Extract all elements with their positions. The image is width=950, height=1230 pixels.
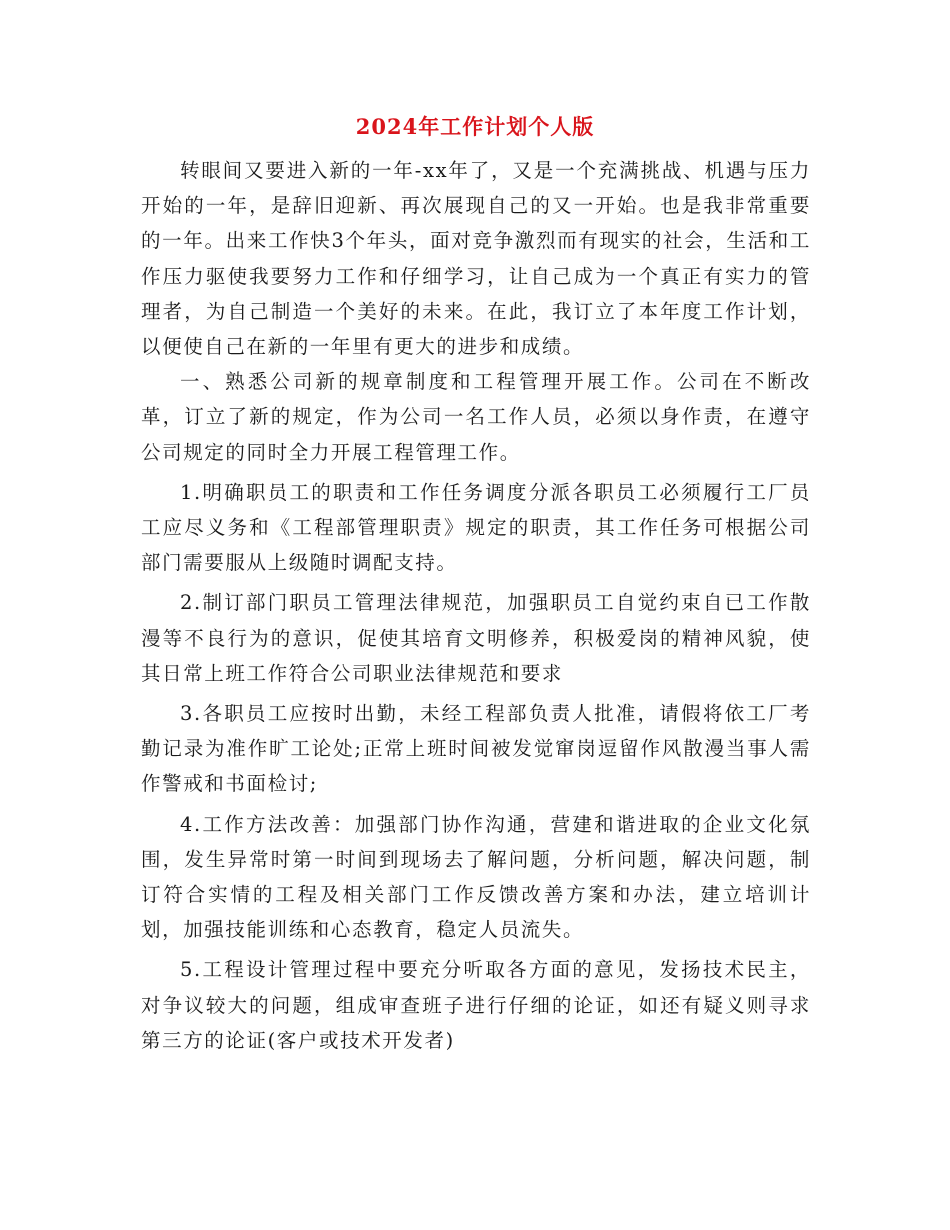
paragraph-item-4: 4.工作方法改善：加强部门协作沟通，营建和谐进取的企业文化氛围，发生异常时第一时间到现场去了解问题，分析问题，解决问题，制订符合实情的工程及相关部门工作反馈改善方案和办法，建立培训计划，加强技能训练和心态教育，稳定人员流失。 bbox=[141, 812, 811, 942]
paragraph-item-2: 2.制订部门职员工管理法律规范，加强职员工自觉约束自已工作散漫等不良行为的意识，促使其培育文明修养，积极爱岗的精神风貌，使其日常上班工作符合公司职业法律规范和要求 bbox=[141, 591, 811, 685]
paragraph-intro: 转眼间又要进入新的一年-xx年了，又是一个充满挑战、机遇与压力开始的一年，是辞旧迎新、再次展现自己的又一开始。也是我非常重要的一年。出来工作快3个年头，面对竞争激烈而有现实的社会，生活和工作压力驱使我要努力工作和仔细学习，让自己成为一个真正有实力的管理者，为自己制造一个美好的未来。在此，我订立了本年度工作计划，以便使自己在新的一年里有更大的进步和成绩。 bbox=[141, 159, 811, 359]
paragraph-item-1: 1.明确职员工的职责和工作任务调度分派各职员工必须履行工厂员工应尽义务和《工程部管理职责》规定的职责，其工作任务可根据公司部门需要服从上级随时调配支持。 bbox=[141, 480, 811, 575]
paragraph-section-1: 一、熟悉公司新的规章制度和工程管理开展工作。公司在不断改革，订立了新的规定，作为公司一名工作人员，必须以身作责，在遵守公司规定的同时全力开展工程管理工作。 bbox=[141, 370, 811, 464]
paragraph-item-5: 5.工程设计管理过程中要充分听取各方面的意见，发扬技术民主，对争议较大的问题，组成审查班子进行仔细的论证，如还有疑义则寻求第三方的论证(客户或技术开发者) bbox=[141, 958, 811, 1052]
paragraph-item-3: 3.各职员工应按时出勤，未经工程部负责人批准，请假将依工厂考勤记录为准作旷工论处;正常上班时间被发觉窜岗逗留作风散漫当事人需作警戒和书面检讨; bbox=[141, 702, 811, 796]
document-body bbox=[141, 153, 811, 1058]
document-title: 2024年工作计划个人版 bbox=[355, 114, 595, 139]
